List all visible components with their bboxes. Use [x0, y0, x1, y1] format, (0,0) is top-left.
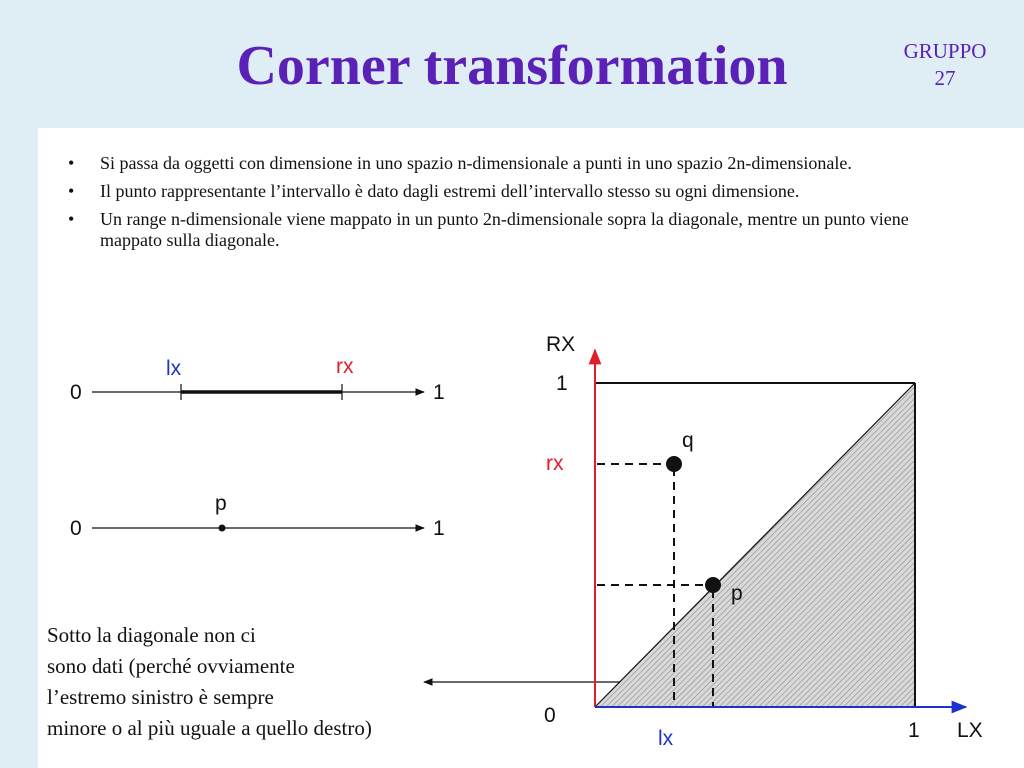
lx-tick-label: lx: [658, 727, 674, 750]
interval-end-label: 1: [433, 381, 445, 404]
interval-rx-label: rx: [336, 355, 354, 378]
y-one-label: 1: [556, 372, 568, 395]
p-label: p: [731, 582, 743, 605]
interval-start-label: 0: [70, 381, 82, 404]
q-label: q: [682, 429, 694, 452]
bullet-item: • Si passa da oggetti con dimensione in uno spazio n-dimensionale a punti in uno spazio 2n-dimensionale.: [62, 153, 930, 174]
slide-title: Corner transformation: [236, 35, 788, 97]
lx-axis-label: LX: [957, 719, 983, 742]
note-line: l’estremo sinistro è sempre: [47, 685, 274, 709]
q-point: [666, 456, 682, 472]
x-one-label: 1: [908, 719, 920, 742]
point-marker: [219, 525, 226, 532]
point-p-label: p: [215, 492, 227, 515]
rx-axis-label: RX: [546, 333, 576, 356]
interval-lx-label: lx: [166, 357, 182, 380]
point-end-label: 1: [433, 517, 445, 540]
p-point: [705, 577, 721, 593]
group-name: GRUPPO: [903, 39, 987, 63]
rx-tick-label: rx: [546, 452, 564, 475]
bullet-item: • Il punto rappresentante l’intervallo è dato dagli estremi dell’intervallo stesso su ogni dimensione.: [62, 181, 930, 202]
note-line: sono dati (perché ovviamente: [47, 654, 295, 678]
note-line: minore o al più uguale a quello destro): [47, 716, 372, 740]
origin-label: 0: [544, 704, 556, 727]
bullet-item: • Un range n-dimensionale viene mappato in un punto 2n-dimensionale sopra la diagonale, mentre un punto viene mappato sulla diagonale.: [62, 209, 930, 251]
group-number: 27: [934, 66, 956, 90]
point-start-label: 0: [70, 517, 82, 540]
note-line: Sotto la diagonale non ci: [47, 623, 256, 647]
